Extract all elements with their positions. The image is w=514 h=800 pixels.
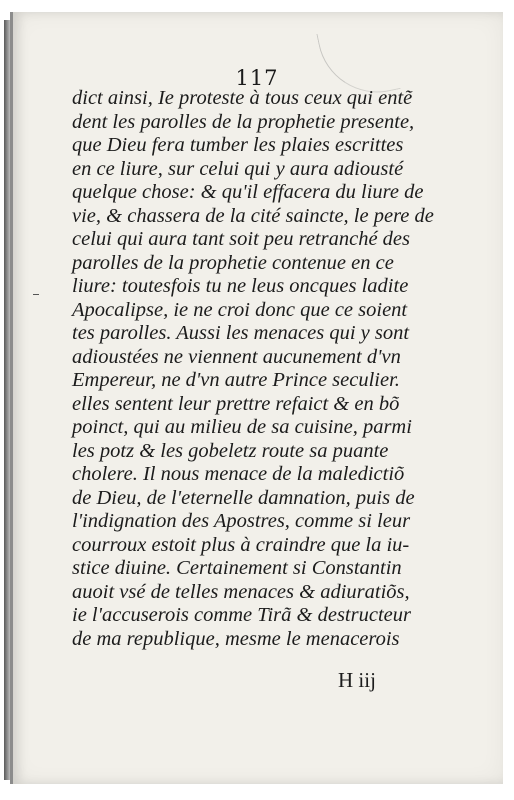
- text-line: celui qui aura tant soit peu retranché des: [72, 228, 411, 250]
- text-line: dict ainsi, Ie proteste à tous ceux qui entẽ: [72, 87, 413, 109]
- text-line: ie l'accuserois comme Tirã & destructeur: [72, 604, 411, 626]
- text-line: en ce liure, sur celui qui y aura adiousté: [72, 157, 404, 180]
- text-line: courroux estoit plus à craindre que la iu-: [72, 533, 410, 556]
- text-line: parolles de la prophetie contenue en ce: [72, 251, 394, 274]
- text-line: les potz & les gobeletz route sa puante: [72, 439, 389, 462]
- text-line: dent les parolles de la prophetie presente,: [72, 110, 415, 133]
- text-line: de ma republique, mesme le menacerois: [72, 627, 400, 650]
- body-text: [72, 87, 472, 651]
- text-line: l'indignation des Apostres, comme si leur: [72, 510, 411, 532]
- text-line: auoit vsé de telles menaces & adiuratiõs,: [72, 580, 410, 603]
- text-line: elles sentent leur prettre refaict & en bõ: [72, 392, 400, 415]
- page-number: 117: [235, 66, 279, 90]
- text-line: adioustées ne viennent aucunement d'vn: [72, 345, 401, 368]
- text-line: vie, & chassera de la cité saincte, le pere de: [72, 204, 434, 227]
- margin-mark: [33, 294, 39, 295]
- text-line: liure: toutesfois tu ne leus oncques ladite: [72, 275, 409, 297]
- text-line: Apocalipse, ie ne croi donc que ce soient: [72, 298, 408, 321]
- text-line: quelque chose: & qu'il effacera du liure de: [72, 181, 424, 203]
- text-line: Empereur, ne d'vn autre Prince seculier.: [72, 369, 400, 391]
- text-line: cholere. Il nous menace de la maledictiõ: [72, 463, 405, 485]
- text-line: que Dieu fera tumber les plaies escrittes: [72, 134, 404, 156]
- signature-mark: H iij: [338, 668, 376, 692]
- text-line: poinct, qui au milieu de sa cuisine, parmi: [72, 416, 412, 438]
- text-line: stice diuine. Certainement si Constantin: [72, 557, 402, 579]
- text-line: de Dieu, de l'eternelle damnation, puis de: [72, 486, 415, 509]
- text-line: tes parolles. Aussi les menaces qui y sont: [72, 322, 410, 344]
